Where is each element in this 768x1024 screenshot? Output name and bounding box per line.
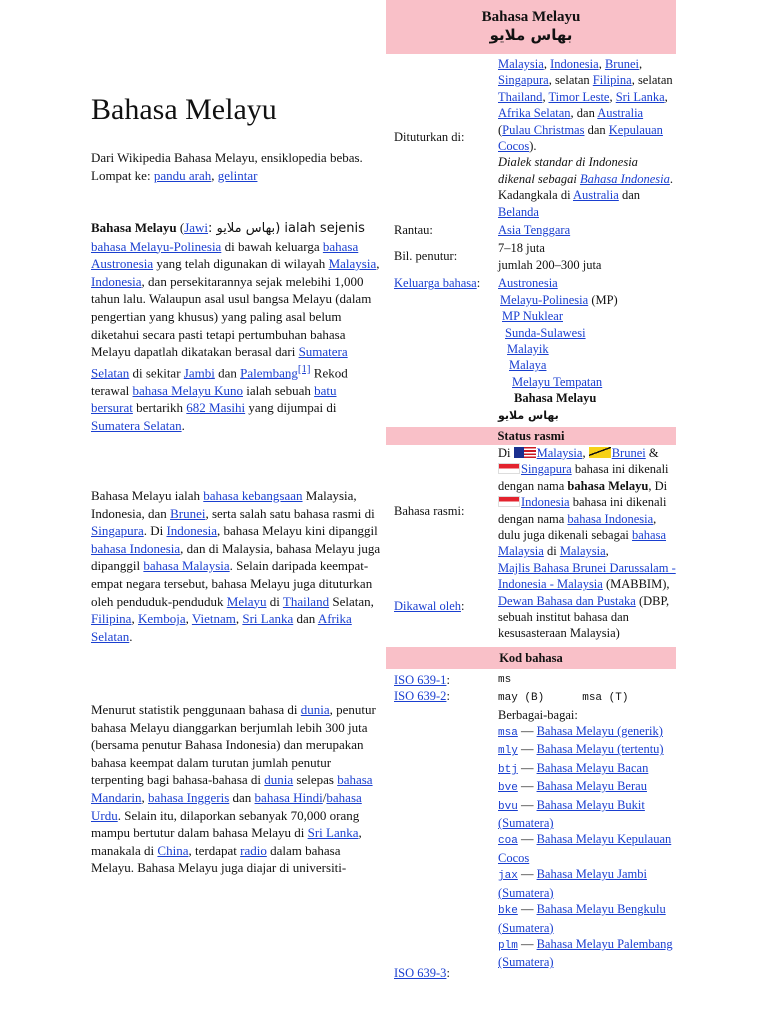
row-official [386,445,676,560]
subtitle: Dari Wikipedia Bahasa Melayu, ensiklopedia bebas. [91,150,363,165]
link-malaysia[interactable]: Malaysia [536,445,583,460]
link-dunia[interactable]: dunia [300,702,330,717]
link-sumatera-selatan[interactable]: Sumatera Selatan [91,344,348,381]
label-speakers: Bil. penutur: [394,249,458,264]
link-pulau-christmas[interactable]: Pulau Christmas [502,122,585,137]
link-bahasa-malaysia[interactable]: bahasa Malaysia [143,558,230,574]
link-bahasa-indonesia[interactable]: bahasa Indonesia [91,540,181,556]
code-entry: bve — Bahasa Melayu Berau [498,779,647,795]
code-entry: mly — Bahasa Melayu (tertentu) [498,742,664,758]
link-keluarga-bahasa[interactable]: Keluarga bahasa [394,276,477,291]
statistics-paragraph: Menurut statistik penggunaan bahasa di dunia, penutur bahasa Melayu dianggarkan berjumlah lebih 300 juta (bersama penutur Bahasa Indonesia) dan merupakan bahasa keempat dalam turutan jumlah penutur terpenting bagi bahasa-bahasa di dunia selepas bahasa Mandarin, bahasa Inggeris dan bahasa Hindi/bahasa Urdu. Selain itu, dilaporkan sebanyak 70,000 orang mampu bertutur dalam bahasa Melayu di Sri Lanka, manakala di China, terdapat radio dalam bahasa Melayu. Bahasa Melayu juga diajar di universiti- [91,702,376,876]
reference-1[interactable]: [1] [297,362,311,375]
link-bahasa-indonesia[interactable]: Bahasa Indonesia [579,171,670,186]
link-indonesia[interactable]: Indonesia [91,273,142,289]
link-palembang[interactable]: Palembang [240,365,298,381]
link-asia-tenggara[interactable]: Asia Tenggara [498,223,571,238]
family-malayik[interactable]: Malayik [507,341,549,356]
value-speakers: 7–18 juta jumlah 200–300 juta [498,241,602,272]
malaysia-flag-icon [514,447,536,458]
infobox-title: Bahasa Melayu بهاس ملايو [386,0,676,54]
link-belanda[interactable]: Belanda [498,204,539,219]
link-sri-lanka-2[interactable]: Sri Lanka [307,825,359,841]
section-status: Status rasmi [386,427,676,445]
link-radio[interactable]: radio [240,842,267,858]
code-entry: btj — Bahasa Melayu Bacan [498,760,649,776]
link-australia-2[interactable]: Australia [572,188,619,203]
link-iso-639-3[interactable]: ISO 639-3 [394,965,447,980]
link-brunei[interactable]: Brunei [611,445,646,460]
value-regulated: Majlis Bahasa Brunei Darussalam - Indonesia - Malaysia (MABBIM), Dewan Bahasa dan Pustaka (DBP, sebuah institut bahasa dan kesusasteraan Malaysia) [498,560,676,641]
row-regulated [386,560,676,642]
value-spoken: Malaysia, Indonesia, Brunei, Singapura, selatan Filipina, selatan Thailand, Timor Leste, Sri Lanka, Afrika Selatan, dan Australia (Pulau Christmas dan Kepulauan Cocos). Dialek standar di Indonesia dikenal sebagai Bahasa Indonesia. Kadangkala di Australia dan Belanda [498,57,673,219]
family-sunda-sulawesi[interactable]: Sunda-Sulawesi [505,325,586,340]
link-bahasa-urdu[interactable]: bahasa Urdu [91,789,362,823]
link-iso-639-1[interactable]: ISO 639-1 [394,672,447,687]
value-iso3: Berbagai-bagai: msa — Bahasa Melayu (generik) mly — Bahasa Melayu (tertentu) btj — Bahasa Melayu Bacan bve — Bahasa Melayu Berau bvu — Bahasa Melayu Bukit (Sumatera) coa — Bahasa Melayu Kepulauan Cocos jax — Bahasa Melayu Jambi (Sumatera) bke — Bahasa Melayu Bengkulu (Sumatera) plm — Bahasa Melayu Palembang (Sumatera) [498,707,676,981]
link-brunei[interactable]: Brunei [170,505,206,521]
link-682-masihi[interactable]: 682 Masihi [186,400,246,416]
link-timor-leste[interactable]: Timor Leste [548,89,610,104]
family-leaf-jawi: بهاس ملايو [498,408,559,422]
family-malaya[interactable]: Malaya [509,358,547,373]
family-tree: Austronesia Melayu-Polinesia (MP) MP Nuklear Sunda-Sulawesi Malayik Malaya Melayu Tempatan Bahasa Melayu بهاس ملايو [498,276,618,422]
jump-nav-link[interactable]: pandu arah [153,167,212,183]
link-vietnam[interactable]: Vietnam [191,611,236,627]
link-malaysia[interactable]: Malaysia [328,256,377,272]
link-dbp[interactable]: Dewan Bahasa dan Pustaka [498,593,636,608]
infobox [386,0,676,981]
code-entry: plm — Bahasa Melayu Palembang (Sumatera) [498,936,673,970]
link-malaysia-2[interactable]: Malaysia [559,544,606,559]
link-kemboja[interactable]: Kemboja [137,611,186,627]
row-iso3: ISO 639-3: Berbagai-bagai: msa — Bahasa Melayu (generik) mly — Bahasa Melayu (tertentu) btj — Bahasa Melayu Bacan bve — Bahasa Melayu Berau bvu — Bahasa Melayu Bukit (Sumatera) coa — Bahasa Melayu Kepulauan Cocos jax — Bahasa Melayu Jambi (Sumatera) bke — Bahasa Melayu Bengkulu (Sumatera) plm — Bahasa Melayu Palembang (Sumatera) [386,707,676,981]
code-entry: bke — Bahasa Melayu Bengkulu (Sumatera) [498,902,666,935]
link-dunia-2[interactable]: dunia [264,772,294,788]
link-brunei[interactable]: Brunei [604,57,639,71]
link-jawi[interactable]: Jawi [184,220,209,235]
section-codes: Kod bahasa [386,647,676,669]
link-afrika-selatan[interactable]: Afrika Selatan [498,106,571,121]
link-afrika-selatan[interactable]: Afrika Selatan [91,611,352,644]
singapore-flag-icon [498,463,520,474]
link-australia[interactable]: Australia [597,106,644,121]
intro-paragraph: Bahasa Melayu (Jawi: بهاس ملايو) ialah sejenis bahasa Melayu-Polinesia di bawah keluarga bahasa Austronesia yang telah digunakan di wilayah Malaysia, Indonesia, dan persekitarannya sejak melebihi 1,000 tahun lalu. Walaupun asal usul bangsa Melayu (dalam pengertian yang khusus) yang paling asal belum diketahui secara pasti tetapi pertumbuhan bahasa Melayu dapatlah dikatakan berasal dari Sumatera Selatan di sekitar Jambi dan Palembang[1] Rekod terawal bahasa Melayu Kuno ialah sebuah batu bersurat bertarikh 682 Masihi yang dijumpai di Sumatera Selatan. [91,220,380,433]
link-singapura[interactable]: Singapura [91,523,144,539]
link-malaysia[interactable]: Malaysia [498,57,544,71]
link-bahasa-inggeris[interactable]: bahasa Inggeris [148,789,230,805]
label-regulated: Dikawal oleh: [394,598,465,613]
link-filipina[interactable]: Filipina [91,611,132,627]
code-entry: coa — Bahasa Melayu Kepulauan Cocos [498,832,672,865]
link-bahasa-malaysia[interactable]: bahasa Malaysia [498,527,667,559]
value-iso1: ms [498,673,512,686]
link-melayu[interactable]: Melayu [226,593,267,609]
value-iso2: may (B) msa (T) [498,692,629,705]
row-iso1: ISO 639-1: ms [386,672,676,688]
link-singapura[interactable]: Singapura [498,73,549,88]
link-batu-bersurat[interactable]: batu bersurat [91,382,337,416]
link-indonesia[interactable]: Indonesia [550,57,599,71]
family-leaf: Bahasa Melayu [514,391,597,406]
link-melayu-polinesia[interactable]: bahasa Melayu-Polinesia [91,238,222,254]
code-entry: msa — Bahasa Melayu (generik) [498,724,663,740]
row-speakers [386,240,676,273]
link-sumatera-selatan-2[interactable]: Sumatera Selatan [91,417,182,433]
link-bahasa-indonesia[interactable]: bahasa Indonesia [567,511,654,526]
link-sri-lanka[interactable]: Sri Lanka [242,611,294,627]
link-filipina[interactable]: Filipina [592,73,632,88]
link-thailand[interactable]: Thailand [498,89,543,104]
row-family [386,275,676,424]
national-language-paragraph: Bahasa Melayu ialah bahasa kebangsaan Malaysia, Indonesia, dan Brunei, serta salah satu bahasa rasmi di Singapura. Di Indonesia, bahasa Melayu kini dipanggil bahasa Indonesia, dan di Malaysia, bahasa Melayu juga dipanggil bahasa Malaysia. Selain daripada keempat-empat negara tersebut, bahasa Melayu juga dituturkan oleh penduduk-penduduk Melayu di Thailand Selatan, Filipina, Kemboja, Vietnam, Sri Lanka dan Afrika Selatan. [91,488,381,644]
link-china[interactable]: China [157,842,189,858]
brunei-flag-icon [589,447,611,458]
indonesia-flag-icon [498,496,520,507]
article-meta [91,149,381,184]
jump-search-link[interactable]: gelintar [217,167,258,183]
code-entry: jax — Bahasa Melayu Jambi (Sumatera) [498,867,647,900]
link-bahasa-kebangsaan[interactable]: bahasa kebangsaan [203,488,303,503]
label-spoken: Dituturkan di: [394,130,465,144]
family-austronesia[interactable]: Austronesia [498,276,558,291]
page-title: Bahasa Melayu [91,93,277,126]
family-melayu-polinesia[interactable]: Melayu-Polinesia [500,292,589,307]
value-official: Di Malaysia, Brunei & Singapura bahasa ini dikenali dengan nama bahasa Melayu, Di Indonesia bahasa ini dikenali dengan nama bahasa Indonesia, dulu juga dikenali sebagai bahasa Malaysia di Malaysia, [498,445,669,559]
link-singapura[interactable]: Singapura [521,462,572,477]
link-austronesia[interactable]: bahasa Austronesia [91,238,359,272]
link-dikawal-oleh[interactable]: Dikawal oleh [394,598,461,613]
link-kepulauan-cocos[interactable]: Kepulauan Cocos [498,122,663,154]
link-bahasa-hindi[interactable]: bahasa Hindi [254,789,323,805]
family-melayu-tempatan[interactable]: Melayu Tempatan [512,374,603,389]
row-spoken [386,56,676,220]
link-iso-639-2[interactable]: ISO 639-2 [394,689,447,704]
link-mabbim[interactable]: Majlis Bahasa Brunei Darussalam - Indonesia - Malaysia [498,560,676,592]
family-mp-nuklear[interactable]: MP Nuklear [502,309,563,324]
link-jambi[interactable]: Jambi [183,365,215,381]
infobox-title-jawi: بهاس ملايو [489,26,573,44]
link-indonesia-2[interactable]: Indonesia [166,523,218,539]
label-region: Rantau: [394,223,433,238]
link-sri-lanka[interactable]: Sri Lanka [615,89,665,104]
code-entry: bvu — Bahasa Melayu Bukit (Sumatera) [498,797,645,831]
label-family: Keluarga bahasa: [394,276,481,291]
jump-links: Lompat ke: pandu arah, gelintar [91,167,258,183]
link-indonesia[interactable]: Indonesia [521,495,570,510]
row-region [386,222,676,238]
link-thailand[interactable]: Thailand [282,593,330,609]
link-melayu-kuno[interactable]: bahasa Melayu Kuno [132,382,243,398]
link-bahasa-mandarin[interactable]: bahasa Mandarin [91,772,373,805]
row-iso2: ISO 639-2: may (B) msa (T) [386,688,676,706]
label-official: Bahasa rasmi: [394,503,465,518]
